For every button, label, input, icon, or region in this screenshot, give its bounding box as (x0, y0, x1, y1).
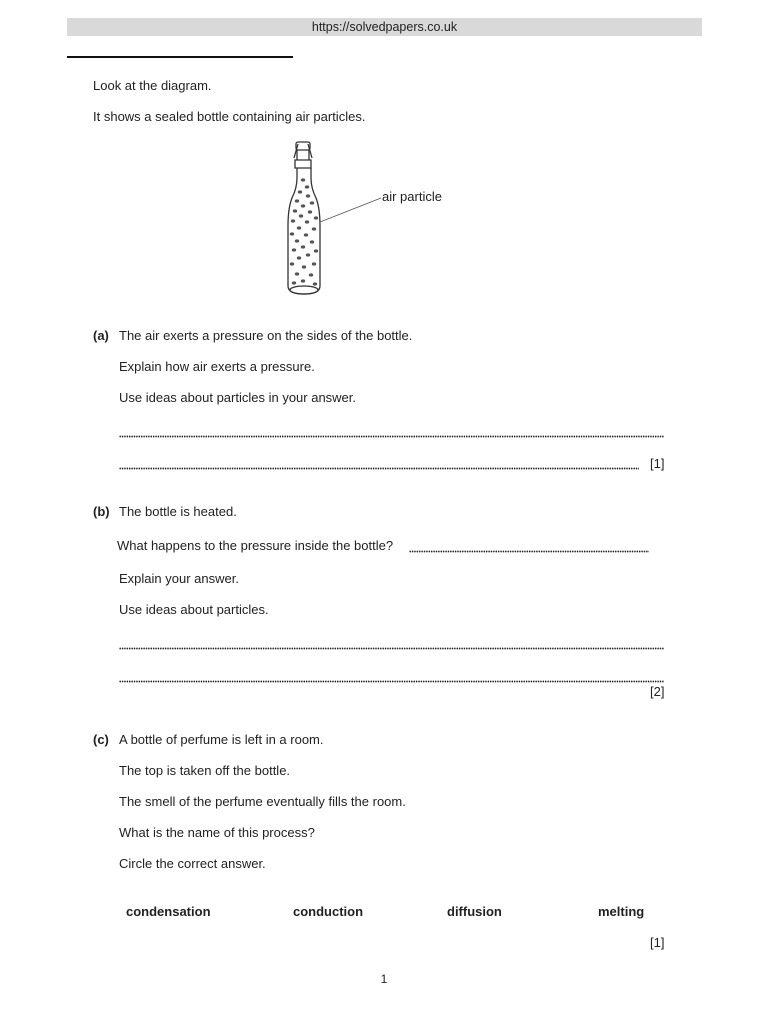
part-a-marks: [1] (650, 456, 665, 471)
intro-line-1: Look at the diagram. (93, 78, 212, 93)
choice-conduction[interactable]: conduction (293, 904, 364, 919)
bottle-diagram (270, 136, 470, 300)
page-number: 1 (380, 972, 388, 986)
part-c-line-2: The top is taken off the bottle. (119, 763, 291, 778)
part-a-line-1: The air exerts a pressure on the sides of the bottle. (119, 328, 413, 343)
air-particle-label: air particle (382, 189, 442, 204)
choice-melting[interactable]: melting (598, 904, 645, 919)
answer-line-b-short[interactable] (409, 550, 649, 553)
part-c-line-3: The smell of the perfume eventually fills the room. (119, 794, 406, 809)
header-url[interactable]: https://solvedpapers.co.uk (311, 20, 458, 34)
part-c-line-5: Circle the correct answer. (119, 856, 266, 871)
answer-line-b1[interactable] (119, 647, 664, 650)
answer-line-a2[interactable] (119, 467, 639, 470)
choice-condensation[interactable]: condensation (126, 904, 211, 919)
part-c-line-1: A bottle of perfume is left in a room. (119, 732, 324, 747)
choice-diffusion[interactable]: diffusion (447, 904, 502, 919)
answer-line-b2[interactable] (119, 680, 664, 683)
part-b-line-2: What happens to the pressure inside the bottle? (117, 538, 394, 553)
part-a-label: (a) (93, 328, 109, 343)
label-pointer-line (320, 198, 381, 222)
part-b-line-3: Explain your answer. (119, 571, 239, 586)
part-b-marks: [2] (650, 684, 665, 699)
top-rule (67, 56, 293, 58)
part-c-line-4: What is the name of this process? (119, 825, 315, 840)
intro-line-2: It shows a sealed bottle containing air particles. (93, 109, 366, 124)
part-a-line-2: Explain how air exerts a pressure. (119, 359, 315, 374)
part-b-line-4: Use ideas about particles. (119, 602, 269, 617)
part-b-line-1: The bottle is heated. (119, 504, 237, 519)
part-c-label: (c) (93, 732, 109, 747)
answer-line-a1[interactable] (119, 435, 664, 438)
part-a-line-3: Use ideas about particles in your answer. (119, 390, 357, 405)
part-c-marks: [1] (650, 935, 665, 950)
part-b-label: (b) (93, 504, 110, 519)
header-bar (67, 18, 702, 36)
